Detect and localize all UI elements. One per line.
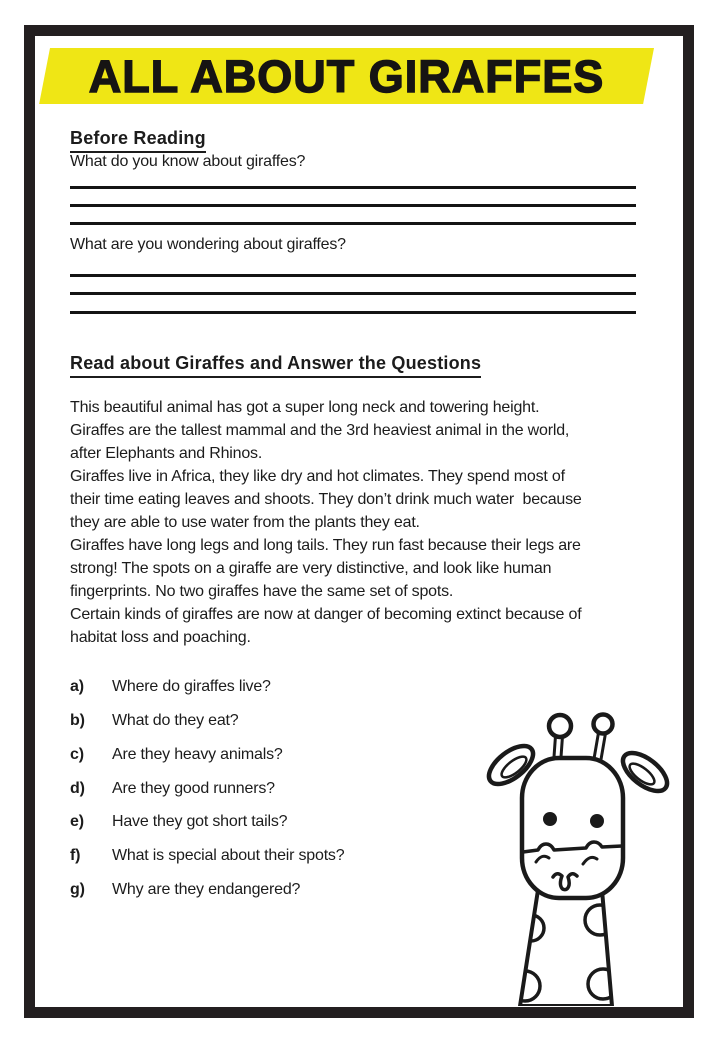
passage-line: Certain kinds of giraffes are now at danger of becoming extinct because of <box>70 606 582 623</box>
question-text: What do they eat? <box>112 712 239 729</box>
before-reading-heading: Before Reading <box>70 128 206 153</box>
question-text: Have they got short tails? <box>112 813 288 830</box>
question-b <box>70 712 238 730</box>
passage-line: strong! The spots on a giraffe are very distinctive, and look like human <box>70 560 552 577</box>
question-label: c) <box>70 746 84 763</box>
reading-passage <box>70 396 582 649</box>
answer-line <box>70 186 636 189</box>
question-text: Are they heavy animals? <box>112 746 283 763</box>
question-d <box>70 780 275 798</box>
question-text: Where do giraffes live? <box>112 678 271 695</box>
answer-line <box>70 222 636 225</box>
passage-line: fingerprints. No two giraffes have the same set of spots. <box>70 583 454 600</box>
question-label: d) <box>70 780 85 797</box>
passage-line: This beautiful animal has got a super long neck and towering height. <box>70 399 540 416</box>
answer-line <box>70 292 636 295</box>
question-label: g) <box>70 881 85 898</box>
read-and-answer-heading: Read about Giraffes and Answer the Questions <box>70 353 481 378</box>
passage-line: habitat loss and poaching. <box>70 629 251 646</box>
prompt-wondering-about-giraffes: What are you wondering about giraffes? <box>70 236 346 253</box>
question-label: b) <box>70 712 85 729</box>
passage-line: they are able to use water from the plants they eat. <box>70 514 420 531</box>
question-a <box>70 678 271 696</box>
question-text: Are they good runners? <box>112 780 275 797</box>
question-text: Why are they endangered? <box>112 881 301 898</box>
page-title: ALL ABOUT GIRAFFES <box>88 51 605 102</box>
question-text: What is special about their spots? <box>112 847 345 864</box>
answer-line <box>70 274 636 277</box>
giraffe-head <box>522 758 623 898</box>
question-c <box>70 746 283 764</box>
question-e <box>70 813 287 831</box>
passage-line: their time eating leaves and shoots. They don’t drink much water because <box>70 491 582 508</box>
question-label: e) <box>70 813 84 830</box>
passage-line: Giraffes are the tallest mammal and the 3rd heaviest animal in the world, <box>70 422 570 439</box>
prompt-know-about-giraffes: What do you know about giraffes? <box>70 153 306 170</box>
giraffe-neck <box>520 890 612 1006</box>
question-g <box>70 881 300 899</box>
giraffe-illustration <box>478 700 678 1006</box>
question-f <box>70 847 344 865</box>
answer-line <box>70 311 636 314</box>
question-label: a) <box>70 678 84 695</box>
passage-line: after Elephants and Rhinos. <box>70 445 263 462</box>
answer-line <box>70 204 636 207</box>
passage-line: Giraffes have long legs and long tails. They run fast because their legs are <box>70 537 581 554</box>
title-banner <box>39 48 654 104</box>
passage-line: Giraffes live in Africa, they like dry and hot climates. They spend most of <box>70 468 565 485</box>
question-label: f) <box>70 847 81 864</box>
